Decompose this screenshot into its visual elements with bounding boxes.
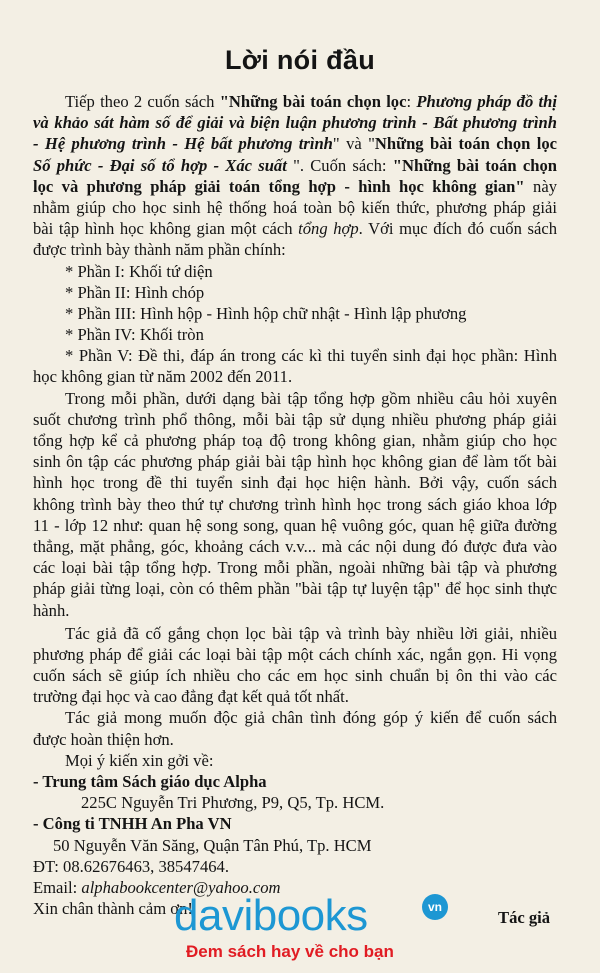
paragraph-line: hình học trong đề thi tuyển sinh đại học hiện hành. Bởi vậy, cuốn sách [33, 473, 557, 493]
part-item: * Phần IV: Khối tròn [65, 325, 204, 345]
text-run: được trình bày thành năm phần chính: [33, 240, 286, 260]
paragraph-line: trường đại học và cao đẳng đạt kết quả tốt nhất. [33, 687, 349, 707]
part-item: * Phần II: Hình chóp [65, 282, 205, 302]
contact-email-label: Email: [33, 877, 82, 897]
part-item-continuation: học không gian từ năm 2002 đến 2011. [33, 367, 293, 387]
intro-line [33, 176, 557, 197]
intro-line [33, 218, 557, 239]
contact-address-alpha: 225C Nguyễn Tri Phương, P9, Q5, Tp. HCM. [81, 793, 385, 813]
contact-thanks: Xin chân thành cảm ơn! [33, 899, 193, 919]
paragraph-line: cuốn sách sẽ giúp ích nhiều cho các em học sinh chuẩn bị ôn thi vào các [33, 666, 557, 686]
watermark-slogan: Đem sách hay về cho bạn [186, 942, 394, 961]
contact-address-anpha: 50 Nguyễn Văn Săng, Quận Tân Phú, Tp. HCM [53, 835, 372, 855]
text-run: " và " [332, 134, 375, 154]
part-item: * Phần III: Hình hộp - Hình hộp chữ nhật - Hình lập phương [65, 303, 467, 323]
paragraph-line: Tác giả đã cố gắng chọn lọc bài tập và trình bày nhiều lời giải, nhiều [65, 623, 557, 643]
text-run: nhằm giúp cho học sinh hệ thống hoá toàn bộ kiến thức, phương pháp giải [33, 197, 557, 217]
paragraph-line: Trong mỗi phần, dưới dạng bài tập tổng hợp gồm nhiều câu hỏi xuyên [65, 388, 557, 408]
text-run: này [524, 176, 557, 196]
text-run: "Những bài toán chọn [392, 155, 557, 175]
preface-body [33, 91, 557, 919]
contact-intro: Mọi ý kiến xin gởi về: [65, 750, 214, 770]
text-run: và khảo sát hàm số để giải và biện luận phương trình - Bất phương trình [33, 113, 557, 133]
author-signature: Tác giả [498, 908, 551, 927]
paragraph-line: không trình bày theo thứ tự chương trình hình học trong sách giáo khoa lớp [33, 494, 557, 514]
text-run: Phương pháp đồ thị [416, 92, 557, 111]
paragraph-line: phương pháp để giải các loại bài tập một cách chính xác, ngắn gọn. Hi vọng [33, 644, 557, 664]
text-run: - Hệ phương trình - Hệ bất phương trình [33, 134, 333, 154]
part-item: * Phần I: Khối tứ diện [65, 261, 213, 281]
paragraph-line: suốt chương trình phổ thông, mỗi bài tập sử dụng nhiều phương pháp giải [33, 409, 557, 429]
paragraph-line: hành. [33, 600, 70, 620]
text-run: : [406, 92, 417, 111]
paragraph-line: 11 - lớp 12 như: quan hệ song song, quan hệ vuông góc, quan hệ giữa đường [33, 515, 557, 535]
intro-line [33, 91, 557, 112]
intro-line [33, 197, 557, 218]
intro-line [33, 133, 557, 154]
paragraph-line: pháp giải từng loại, còn có thêm phần "bài tập tự luyện tập" để học sinh thực [33, 579, 557, 599]
page-title: Lời nói đầu [225, 45, 375, 75]
contact-email: alphabookcenter@yahoo.com [81, 877, 281, 897]
intro-line [33, 155, 557, 176]
paragraph-line: tổng hợp kể cả phương pháp toạ độ trong không gian, nhằm giúp cho học [33, 431, 557, 450]
paragraph-line: thẳng, mặt phẳng, góc, khoảng cách v.v... mà các nội dung đó được đưa vào [33, 536, 557, 556]
watermark-brand: davibooks [174, 891, 368, 940]
text-run: "Những bài toán chọn lọc [219, 92, 407, 111]
paragraph-line: các loại bài tập tổng hợp. Trong mỗi phần, ngoài những bài tập và phương [33, 558, 557, 578]
paragraph-line: được hoàn thiện hơn. [33, 729, 174, 749]
text-run: Những bài toán chọn lọc [374, 134, 557, 154]
part-item: * Phần V: Đề thi, đáp án trong các kì thi tuyển sinh đại học phần: Hình [65, 346, 557, 366]
text-run: . Với mục đích đó cuốn sách [358, 219, 557, 239]
text-run: Số phức - Đại số tổ hợp - Xác suất [33, 155, 287, 175]
text-run: ". Cuốn sách: [286, 155, 393, 175]
intro-line [33, 112, 557, 133]
paragraph-line: sinh ôn tập các phương pháp giải bài tập hình học không gian để làm tốt bài [33, 452, 557, 472]
paragraph-line: Tác giả mong muốn độc giả chân tình đóng góp ý kiến để cuốn sách [65, 708, 557, 728]
text-run: bài tập hình học không gian một cách [33, 219, 299, 239]
text-run: lọc và phương pháp giải toán tổng hợp - hình học không gian" [33, 176, 525, 196]
davibooks-watermark [174, 892, 454, 967]
text-run: Tiếp theo 2 cuốn sách [65, 92, 220, 111]
intro-line [33, 239, 557, 260]
watermark-badge: vn [422, 894, 448, 920]
text-run: tổng hợp [298, 219, 359, 239]
contact-org-alpha: - Trung tâm Sách giáo dục Alpha [33, 772, 267, 791]
contact-org-anpha: - Công ti TNHH An Pha VN [33, 814, 232, 834]
contact-phone: ĐT: 08.62676463, 38547464. [33, 856, 229, 876]
